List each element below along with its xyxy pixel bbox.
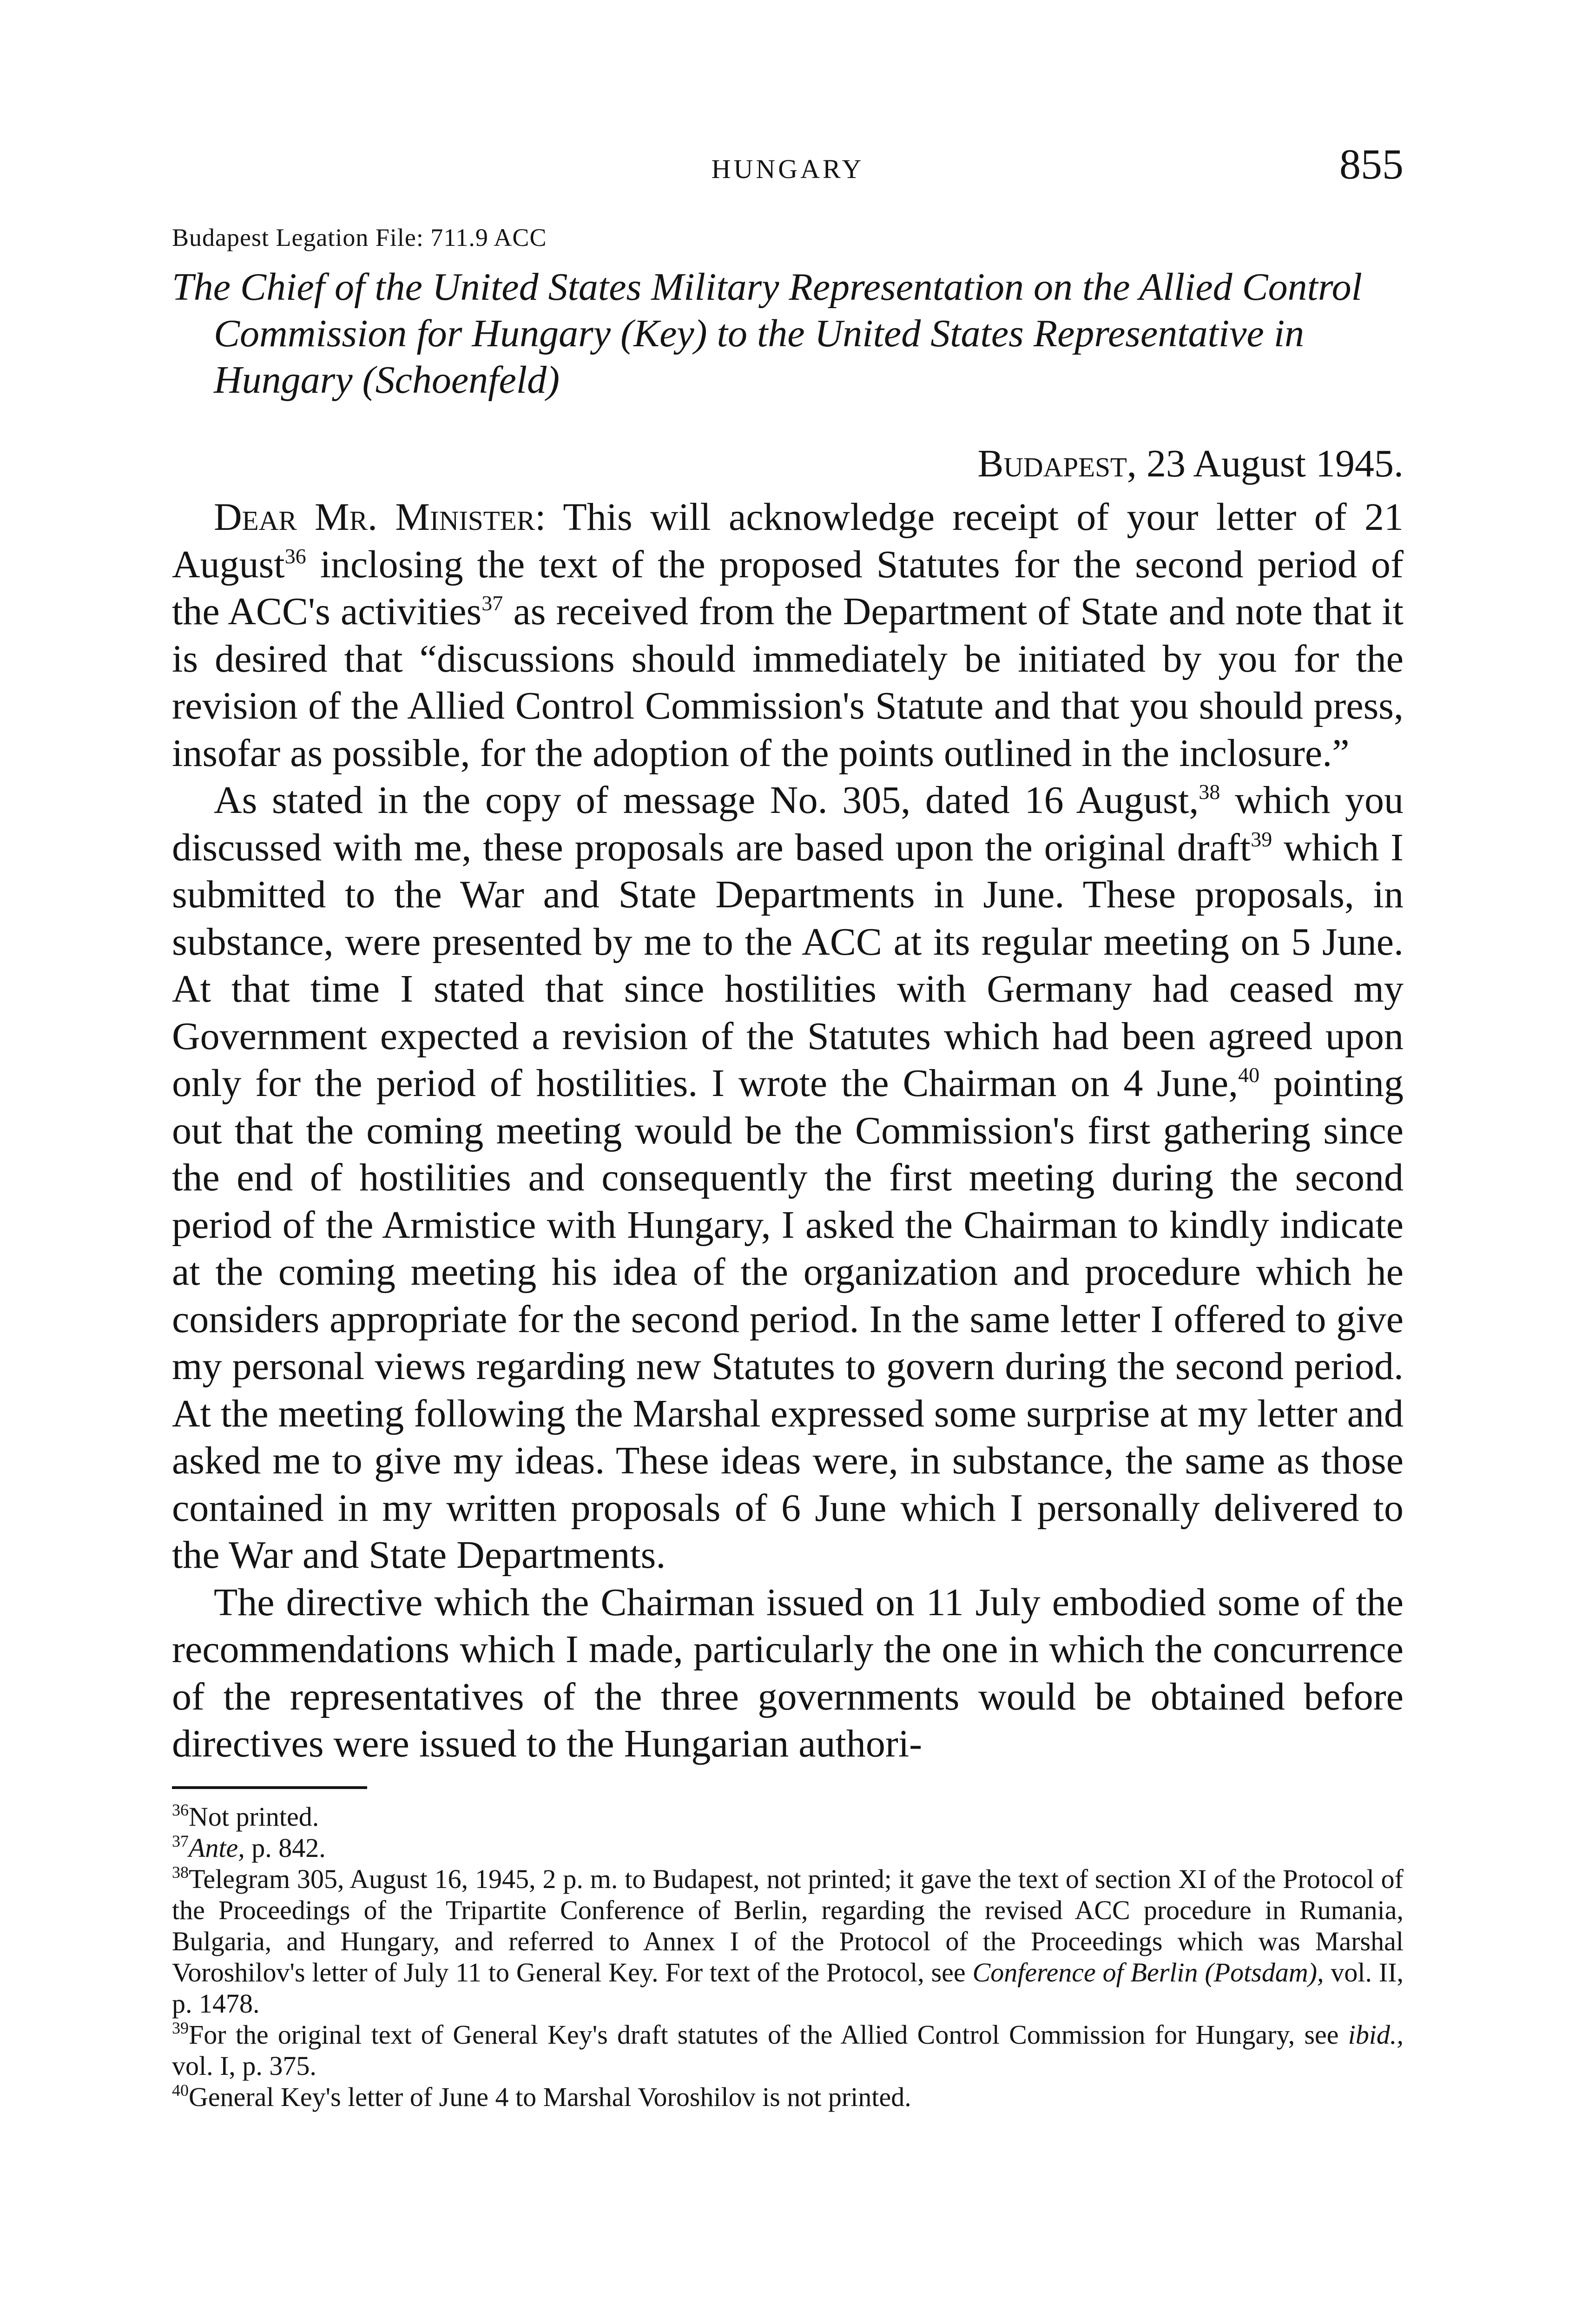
- paragraph-2-text-a: As stated in the copy of message No. 305, dated 16 August,: [214, 779, 1199, 822]
- paragraph-1-text-b: inclosing the text of the proposed Statutes for the second period of the ACC's activities: [172, 542, 1404, 633]
- footnote-number: 39: [172, 2018, 189, 2037]
- footnote-text-tail: vol. I, p. 375.: [172, 2050, 316, 2081]
- paragraph-2-text-c: which I submitted to the War and State Departments in June. These proposals, in substance, were presented by me to the ACC at its regular meeting on 5 June. At that time I stated that since hostilities with Germany had ceased my Government expected a revision of the Statutes which had been agreed upon only for the period of hostilities. I wrote the Chairman on 4 June,: [172, 825, 1404, 1105]
- footnote-ref-37[interactable]: 37: [481, 591, 503, 615]
- page-number: 855: [1339, 140, 1404, 188]
- paragraph-2-text-d: pointing out that the coming meeting would be the Commission's first gathering since the end of hostilities and consequently the first meeting during the second period of the Armistice with Hungary, I asked the Chairman to kindly indicate at the coming meeting his idea of the organization and procedure which he considers appropriate for the second period. In the same letter I offered to give my personal views regarding new Statutes to govern during the second period. At the meeting following the Marshal expressed some surprise at my letter and asked me to give my ideas. These ideas were, in substance, the same as those contained in my written proposals of 6 June which I personally delivered to the War and State Departments.: [172, 1062, 1404, 1577]
- footnote-39: [172, 2019, 1404, 2081]
- salutation: Dear Mr. Minister:: [214, 495, 546, 539]
- document-title: The Chief of the United States Military Representation on the Allied Control Commission for Hungary (Key) to the United States Representative in Hungary (Schoenfeld): [172, 265, 1362, 402]
- paragraph-3: The directive which the Chairman issued on 11 July embodied some of the recommendations which I made, particularly the one in which the concurrence of the representatives of the three governments would be obtained before directives were issued to the Hungarian authori-: [172, 1580, 1404, 1765]
- paragraph-2: [172, 777, 1404, 1579]
- footnote-text: Not printed.: [189, 1801, 319, 1832]
- dateline: [172, 441, 1404, 487]
- footnote-number: 40: [172, 2080, 189, 2100]
- footnote-text: For the original text of General Key's draft statutes of the Allied Control Commission for Hungary, see: [189, 2019, 1339, 2050]
- footnote-ref-36[interactable]: 36: [284, 544, 306, 568]
- footnote-ref-40[interactable]: 40: [1238, 1063, 1260, 1087]
- footnote-ref-38[interactable]: 38: [1199, 780, 1220, 804]
- dateline-date: 23 August 1945.: [1146, 442, 1404, 485]
- footnote-text: Telegram 305, August 16, 1945, 2 p. m. to Budapest, not printed; it gave the text of section XI of the Protocol of the Proceedings of the Tripartite Conference of Berlin, regarding the revised ACC procedure in Rumania, Bulgaria, and Hungary, and referred to Annex I of the Protocol of the Proceedings which was Marshal Voroshilov's letter of July 11 to General Key. For text of the Protocol, see: [172, 1863, 1404, 1987]
- footnote-divider: [172, 1786, 367, 1789]
- paragraph-1-text-a: This will acknowledge receipt of your letter of 21 August: [172, 495, 1404, 586]
- document-page: [172, 139, 1404, 2113]
- footnote-number: 38: [172, 1862, 189, 1882]
- file-reference: Budapest Legation File: 711.9 ACC: [172, 224, 547, 251]
- footnote-citation: Ante,: [189, 1832, 245, 1863]
- footnote-40: [172, 2081, 1404, 2113]
- paragraph-1-text-c: as received from the Department of State and note that it is desired that “discussions should immediately be initiated by you for the revision of the Allied Control Commission's Statute and that you should press, insofar as possible, for the adoption of the points outlined in the inclosure.”: [172, 590, 1404, 775]
- paragraph-2-text-b: which you discussed with me, these proposals are based upon the original draft: [172, 779, 1404, 869]
- footnote-38: [172, 1863, 1404, 2019]
- footnote-ref-39[interactable]: 39: [1251, 827, 1272, 851]
- footnote-36: [172, 1801, 1404, 1832]
- footnote-37: [172, 1832, 1404, 1863]
- footnotes: [172, 1801, 1404, 2113]
- footnote-text: p. 842.: [251, 1832, 326, 1863]
- running-title: HUNGARY: [711, 154, 864, 184]
- dateline-place: Budapest,: [977, 442, 1137, 485]
- footnote-text-tail: vol. II, p. 1478.: [172, 1957, 1404, 2019]
- running-head: [172, 139, 1404, 200]
- footnote-number: 37: [172, 1831, 189, 1850]
- paragraph-1: [172, 494, 1404, 777]
- footnote-citation: Conference of Berlin (Potsdam),: [972, 1957, 1324, 1987]
- footnote-citation: ibid.,: [1348, 2019, 1404, 2050]
- footnote-text: General Key's letter of June 4 to Marshal Voroshilov is not printed.: [189, 2081, 911, 2112]
- footnote-number: 36: [172, 1800, 189, 1819]
